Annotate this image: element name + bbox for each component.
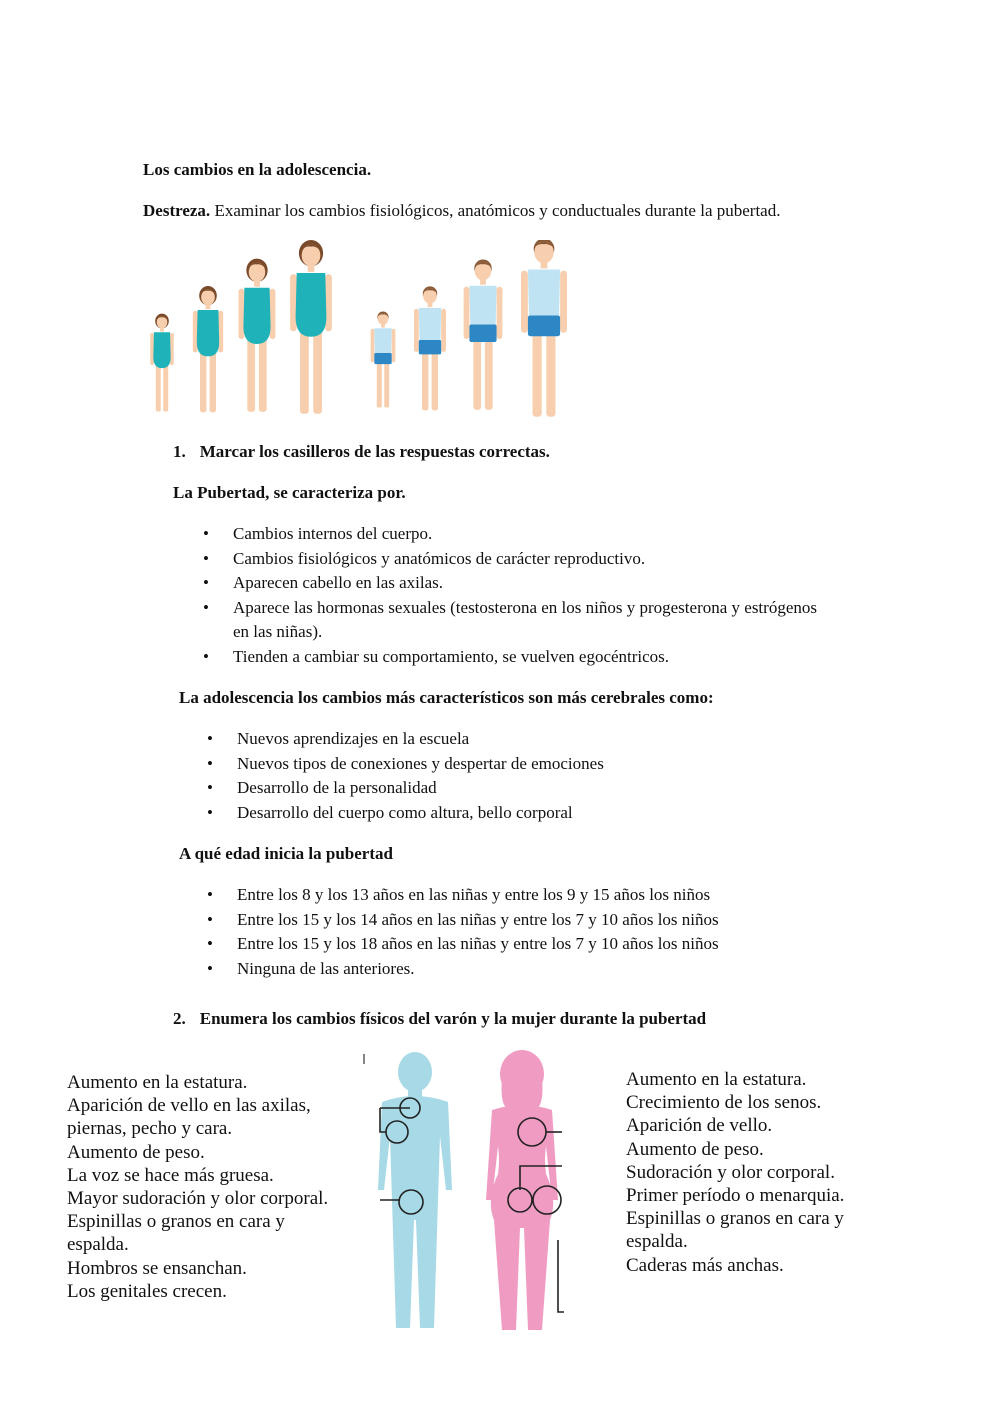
option-item-continuation (203, 620, 817, 645)
group-1-options (203, 522, 817, 670)
female-change-item: Aumento de peso. (626, 1138, 764, 1160)
option-item[interactable] (207, 776, 604, 801)
male-change-item: Mayor sudoración y olor corporal. (67, 1188, 329, 1210)
option-item[interactable] (203, 547, 817, 572)
option-text: Aparecen cabello en las axilas. (233, 573, 444, 593)
group-1-heading: La Pubertad, se caracteriza por. (173, 483, 406, 502)
option-text: Entre los 15 y los 18 años en las niñas y entre los 7 y 10 años los niños (237, 934, 719, 954)
option-text: Ninguna de las anteriores. (237, 958, 415, 978)
option-text: en las niñas). (233, 622, 323, 642)
female-silhouette (486, 1050, 558, 1330)
male-change-item: piernas, pecho y cara. (67, 1118, 233, 1140)
option-item[interactable] (207, 727, 604, 752)
male-change-item: Aumento de peso. (67, 1141, 205, 1163)
page-title: Los cambios en la adolescencia. (143, 160, 372, 179)
female-change-item: Primer período o menarquia. (626, 1185, 845, 1207)
option-text: Cambios internos del cuerpo. (233, 524, 433, 543)
female-change-item: Crecimiento de los senos. (626, 1092, 822, 1114)
bullet: • (207, 778, 213, 798)
bullet: • (207, 729, 213, 748)
girl-figure-3 (239, 259, 276, 412)
option-text: Aparece las hormonas sexuales (testosterona en los niños y progesterona y estrógenos (233, 597, 817, 617)
female-marker-legs (558, 1240, 564, 1312)
question-1-text: Marcar los casilleros de las respuestas correctas. (199, 442, 550, 461)
bullet: • (207, 909, 213, 929)
option-item[interactable] (203, 645, 817, 670)
male-change-item: Aparición de vello en las axilas, (67, 1095, 311, 1117)
bullet: • (203, 573, 209, 593)
option-item[interactable] (203, 596, 817, 621)
female-change-item: espalda. (626, 1231, 688, 1253)
destreza-label: Destreza. (143, 201, 211, 220)
group-2-heading: La adolescencia los cambios más característicos son más cerebrales como: (179, 688, 714, 707)
bullet: • (203, 524, 209, 543)
male-change-item: La voz se hace más gruesa. (67, 1164, 274, 1186)
female-change-item: Aumento en la estatura. (626, 1069, 807, 1090)
option-text: Nuevos aprendizajes en la escuela (237, 729, 470, 748)
option-item[interactable] (207, 752, 604, 777)
option-item[interactable] (207, 883, 719, 908)
body-silhouettes-diagram (360, 1050, 570, 1340)
female-change-item: Caderas más anchas. (626, 1254, 784, 1276)
male-change-item: espalda. (67, 1234, 129, 1256)
option-text: Entre los 15 y los 14 años en las niñas y entre los 7 y 10 años los niños (237, 909, 719, 929)
female-change-item: Espinillas o granos en cara y (626, 1208, 844, 1230)
female-change-item: Aparición de vello. (626, 1115, 773, 1137)
option-item[interactable] (207, 957, 719, 982)
option-text: Tienden a cambiar su comportamiento, se vuelven egocéntricos. (233, 646, 670, 666)
question-2-number: 2. (173, 1009, 186, 1028)
bullet: • (203, 646, 209, 666)
girl-figure-2 (193, 286, 223, 412)
question-1-heading (173, 442, 550, 462)
option-text: Cambios fisiológicos y anatómicos de carácter reproductivo. (233, 548, 646, 568)
boy-figure-4 (521, 240, 567, 417)
question-1-number: 1. (173, 442, 186, 461)
option-item[interactable] (203, 571, 817, 596)
bullet: • (203, 597, 209, 617)
boy-figure-3 (464, 260, 503, 410)
group-2-options (207, 727, 604, 825)
bullet: • (207, 802, 213, 822)
bullet: • (203, 548, 209, 568)
boy-figure-1 (371, 311, 396, 407)
bullet: • (207, 958, 213, 978)
option-item[interactable] (203, 522, 817, 547)
destreza-text: Examinar los cambios fisiológicos, anatómicos y conductuales durante la pubertad. (210, 201, 781, 220)
option-text: Nuevos tipos de conexiones y despertar de emociones (237, 753, 604, 773)
question-2-text: Enumera los cambios físicos del varón y la mujer durante la pubertad (199, 1009, 707, 1028)
option-text: Entre los 8 y los 13 años en las niñas y entre los 9 y 15 años los niños (237, 885, 711, 904)
female-changes-list (626, 1068, 844, 1277)
boy-figure-2 (414, 286, 446, 410)
group-3-options (207, 883, 719, 981)
bullet: • (207, 753, 213, 773)
option-text: Desarrollo del cuerpo como altura, bello corporal (237, 802, 573, 822)
bullet: • (207, 885, 213, 904)
female-change-item: Sudoración y olor corporal. (626, 1161, 835, 1183)
option-item[interactable] (207, 932, 719, 957)
male-change-item: Aumento en la estatura. (67, 1072, 248, 1093)
group-3-heading: A qué edad inicia la pubertad (179, 844, 393, 863)
girl-figure-4 (290, 240, 332, 414)
male-change-item: Los genitales crecen. (67, 1280, 227, 1302)
growth-figures-illustration (140, 240, 580, 422)
option-text: Desarrollo de la personalidad (237, 778, 437, 798)
destreza-line (143, 201, 780, 221)
question-2-heading (173, 1009, 706, 1029)
bullet: • (207, 934, 213, 954)
option-item[interactable] (207, 908, 719, 933)
male-change-item: Espinillas o granos en cara y (67, 1211, 285, 1233)
male-change-item: Hombros se ensanchan. (67, 1257, 247, 1279)
male-changes-list (67, 1071, 328, 1303)
option-item[interactable] (207, 801, 604, 826)
girl-figure-1 (150, 314, 174, 412)
